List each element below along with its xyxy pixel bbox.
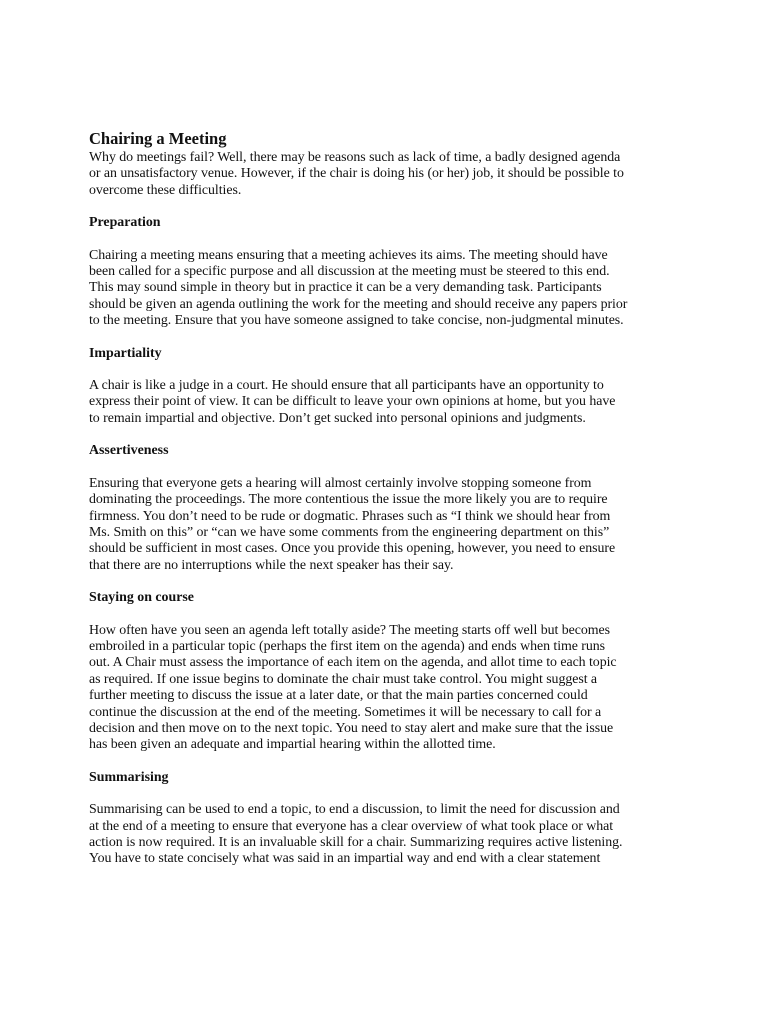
text-line: decision and then move on to the next topic. You need to stay alert and make sure that the issue (89, 720, 614, 736)
section-paragraph (89, 378, 689, 427)
section-paragraph (89, 476, 689, 574)
section-paragraph (89, 802, 689, 868)
text-line: been called for a specific purpose and all discussion at the meeting must be steered to this end. (89, 264, 610, 280)
text-line: or an unsatisfactory venue. However, if the chair is doing his (or her) job, it should be possible to (89, 166, 624, 182)
text-line: to remain impartial and objective. Don’t get sucked into personal opinions and judgments. (89, 410, 586, 426)
section-assertiveness (89, 443, 689, 574)
text-line: firmness. You don’t need to be rude or dogmatic. Phrases such as “I think we should hear from (89, 508, 611, 524)
section-heading: Assertiveness (89, 443, 169, 459)
text-line: You have to state concisely what was said in an impartial way and end with a clear statement (89, 851, 601, 867)
section-heading: Preparation (89, 215, 161, 231)
intro-paragraph (89, 150, 689, 199)
text-line: that there are no interruptions while the next speaker has their say. (89, 557, 454, 573)
text-line: embroiled in a particular topic (perhaps the first item on the agenda) and ends when time runs (89, 638, 606, 654)
document-page (89, 128, 689, 868)
text-line: should be sufficient in most cases. Once you provide this opening, however, you need to ensure (89, 541, 616, 557)
section-heading: Summarising (89, 769, 169, 785)
text-line: express their point of view. It can be difficult to leave your own opinions at home, but you have (89, 394, 616, 410)
text-line: to the meeting. Ensure that you have someone assigned to take concise, non-judgmental minutes. (89, 313, 624, 329)
text-line: out. A Chair must assess the importance of each item on the agenda, and allot time to each topic (89, 655, 617, 671)
section-heading: Impartiality (89, 345, 162, 361)
text-line: as required. If one issue begins to dominate the chair must take control. You might suggest a (89, 671, 598, 687)
text-line: dominating the proceedings. The more contentious the issue the more likely you are to require (89, 492, 608, 508)
text-line: at the end of a meeting to ensure that everyone has a clear overview of what took place or what (89, 818, 614, 834)
text-line: Summarising can be used to end a topic, to end a discussion, to limit the need for discussion and (89, 802, 620, 818)
section-impartiality (89, 346, 689, 428)
section-staying-on-course (89, 590, 689, 754)
text-line: Ms. Smith on this” or “can we have some comments from the engineering department on this” (89, 524, 610, 540)
section-summarising (89, 770, 689, 868)
text-line: How often have you seen an agenda left totally aside? The meeting starts off well but becomes (89, 622, 610, 638)
text-line: continue the discussion at the end of the meeting. Sometimes it will be necessary to call for a (89, 704, 602, 720)
text-line: should be given an agenda outlining the work for the meeting and should receive any papers prior (89, 296, 628, 312)
document-title: Chairing a Meeting (89, 129, 227, 148)
text-line: has been given an adequate and impartial hearing within the allotted time. (89, 737, 496, 753)
section-preparation (89, 215, 689, 329)
text-line: Why do meetings fail? Well, there may be reasons such as lack of time, a badly designed agenda (89, 150, 621, 165)
section-paragraph (89, 248, 689, 330)
text-line: A chair is like a judge in a court. He should ensure that all participants have an opportunity to (89, 378, 604, 394)
text-line: further meeting to discuss the issue at a later date, or that the main parties concerned could (89, 688, 588, 704)
section-paragraph (89, 623, 689, 754)
section-heading: Staying on course (89, 590, 194, 606)
text-line: Ensuring that everyone gets a hearing will almost certainly involve stopping someone from (89, 475, 592, 491)
text-line: Chairing a meeting means ensuring that a meeting achieves its aims. The meeting should have (89, 247, 608, 263)
text-line: overcome these difficulties. (89, 182, 242, 198)
text-line: This may sound simple in theory but in practice it can be a very demanding task. Participants (89, 280, 602, 296)
text-line: action is now required. It is an invaluable skill for a chair. Summarizing requires active listening. (89, 835, 623, 850)
